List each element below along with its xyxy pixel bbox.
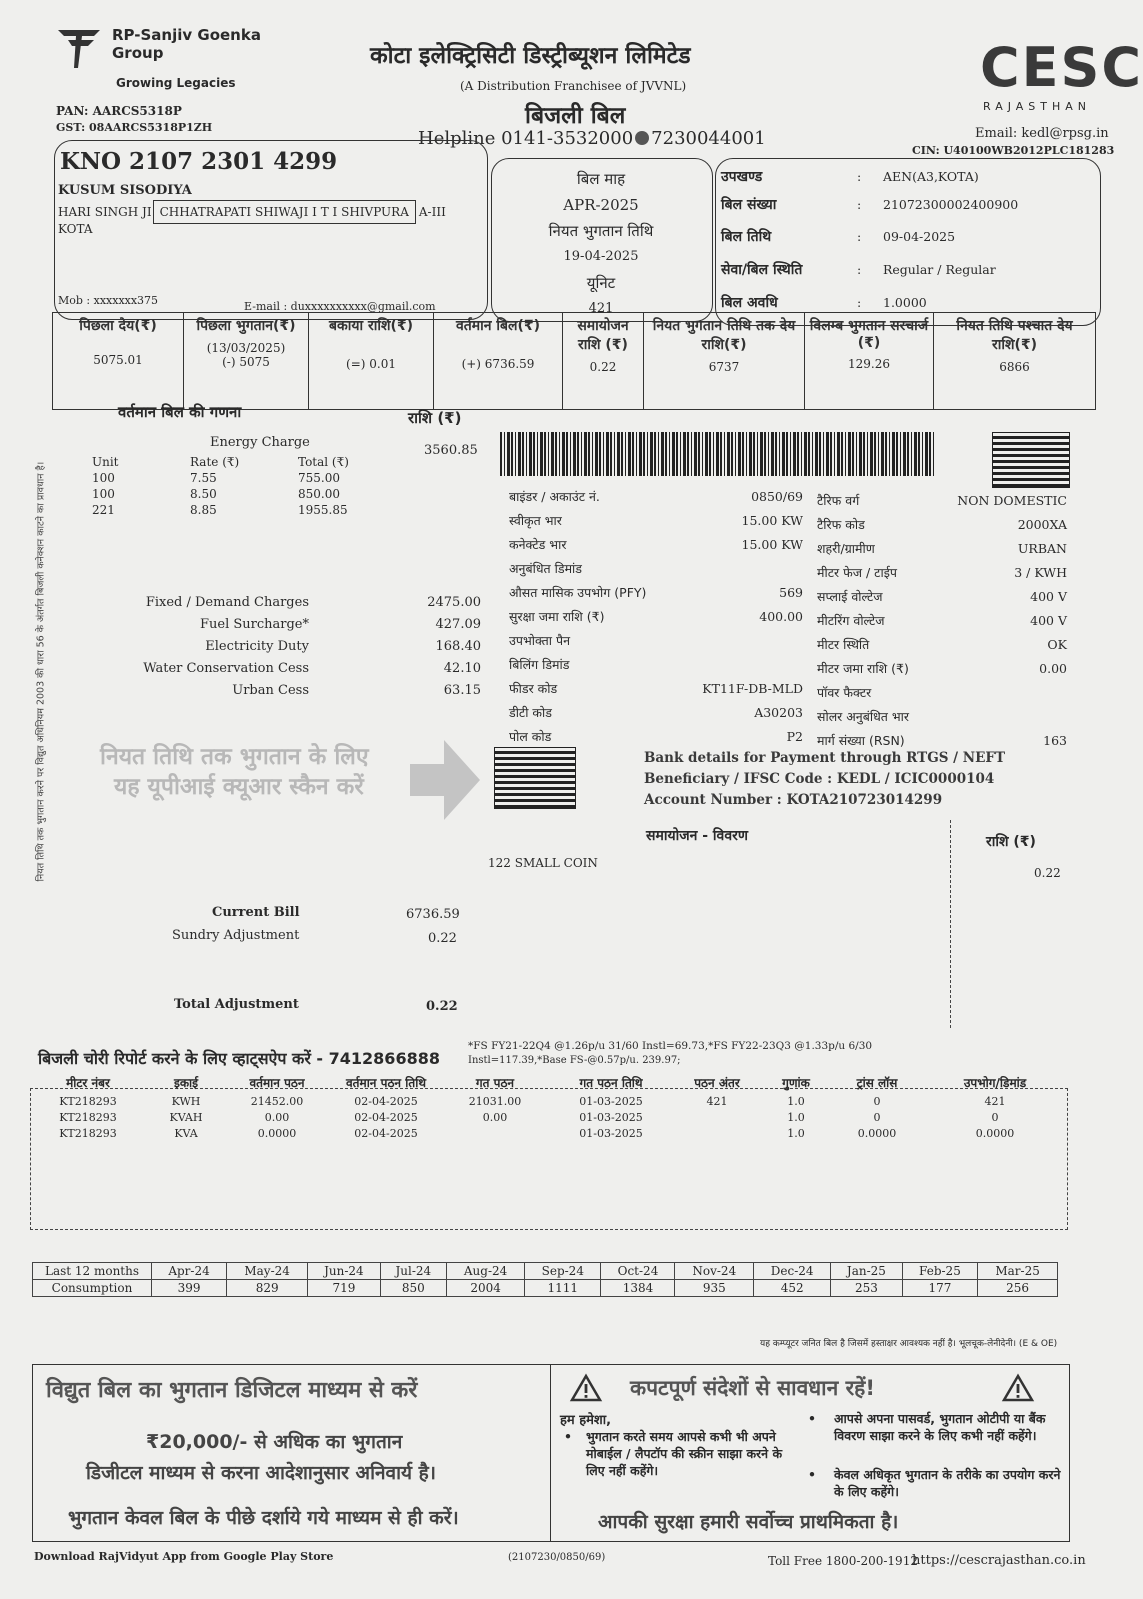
upi-text: नियत तिथि तक भुगतान के लिए यह यूपीआई क्यूआर स्कैन करें — [100, 744, 369, 800]
company-email: Email: kedl@rpsg.in — [975, 126, 1109, 141]
customer-address: HARI SINGH JI CHHATRAPATI SHIWAJI I T I SHIVPURA A-III — [58, 205, 446, 219]
adjustment-divider — [950, 820, 951, 1028]
kno: KNO 2107 2301 4299 — [60, 148, 338, 175]
history-months-row: Last 12 months Apr-24 May-24 Jun-24 Jul-24 Aug-24 Sep-24 Oct-24 Nov-24 Dec-24 Jan-25 Feb-25 Mar-25 — [33, 1263, 1058, 1280]
bill-info-row: सेवा/बिल स्थिति : Regular / Regular — [721, 261, 996, 278]
adjustment-row-label: 122 SMALL COIN — [488, 856, 598, 870]
connection-row: सोलर अनुबंधित भार — [817, 708, 910, 724]
summary-cell: नियत तिथि पश्चात देय राशि(₹) 6866 — [934, 313, 1096, 410]
customer-email: E-mail : duxxxxxxxxxx@gmail.com — [244, 300, 436, 313]
connection-right-table — [814, 488, 1070, 752]
charge-row: Fuel Surcharge* 427.09 — [199, 616, 481, 632]
connection-row: मीटर जमा राशि (₹) 0.00 — [817, 660, 1067, 676]
bill-info-row: उपखण्ड : AEN(A3,KOTA) — [721, 168, 979, 185]
slab-table: Unit Rate (₹) Total (₹) 100 7.55 755.00 100 8.50 850.00 221 8.85 1955.85 — [88, 454, 353, 518]
pan: PAN: AARCS5318P — [56, 104, 182, 118]
total-adjustment-label: Total Adjustment — [174, 997, 299, 1012]
digital-title: विद्युत बिल का भुगतान डिजिटल माध्यम से करें — [46, 1378, 418, 1403]
connection-row: डीटी कोड A30203 — [509, 704, 803, 720]
adjustment-amount-header: राशि (₹) — [986, 834, 1036, 850]
connection-row: टैरिफ कोड 2000XA — [817, 516, 1067, 532]
charge-row: Urban Cess 63.15 — [232, 682, 481, 698]
warning-icon — [1002, 1374, 1034, 1406]
calc-title: वर्तमान बिल की गणना — [118, 403, 242, 421]
connection-row: टैरिफ वर्ग NON DOMESTIC — [817, 492, 1067, 508]
connection-row: मीटरिंग वोल्टेज 400 V — [817, 612, 1067, 628]
toll-free: Toll Free 1800-200-1912 — [768, 1554, 918, 1568]
company-name: कोटा इलेक्ट्रिसिटी डिस्ट्रीब्यूशन लिमिटेड — [370, 43, 691, 69]
brand-sub: RAJASTHAN — [983, 100, 1092, 113]
bill-qr-code[interactable] — [992, 432, 1070, 488]
meter-row: KT218293 KVA 0.0000 02-04-2025 01-03-2025 1.0 0.0000 0.0000 — [59, 1126, 1015, 1140]
connection-row: मीटर फेज / टाईप 3 / KWH — [817, 564, 1067, 580]
slab-row: 221 8.85 1955.85 — [92, 503, 348, 517]
connection-row: सप्लाई वोल्टेज 400 V — [817, 588, 1067, 604]
connection-left-table — [506, 484, 806, 748]
summary-cell: वर्तमान बिल(₹) (+) 6736.59 — [434, 313, 563, 410]
customer-name: KUSUM SISODIYA — [58, 183, 192, 198]
cin: CIN: U40100WB2012PLC181283 — [912, 144, 1115, 157]
connection-row: अनुबंधित डिमांड — [509, 560, 582, 576]
gst: GST: 08AARCS5318P1ZH — [56, 121, 213, 134]
connection-row: पोल कोड P2 — [509, 728, 803, 744]
fraud-footer: आपकी सुरक्षा हमारी सर्वोच्च प्राथमिकता है। — [598, 1511, 899, 1533]
charge-row: Fixed / Demand Charges 2475.00 — [145, 594, 481, 610]
amount-summary-table — [52, 312, 1096, 410]
sundry-label: Sundry Adjustment — [172, 928, 300, 943]
slab-row: 100 7.55 755.00 — [92, 471, 340, 485]
barcode — [500, 432, 936, 476]
consumption-history-table — [32, 1262, 1058, 1297]
company-sub: (A Distribution Franchisee of JVVNL) — [460, 79, 687, 93]
fs-note-2: Instl=117.39,*Base FS-@0.57p/u. 239.97; — [468, 1055, 681, 1066]
connection-row: बिलिंग डिमांड — [509, 656, 570, 672]
connection-row: बाइंडर / अकाउंट नं. 0850/69 — [509, 488, 803, 504]
fs-note-1: *FS FY21-22Q4 @1.26p/u 31/60 Instl=69.73,*FS FY22-23Q3 @1.33p/u 6/30 — [468, 1040, 873, 1052]
meter-row: KT218293 KWH 21452.00 02-04-2025 21031.00 01-03-2025 421 1.0 0 421 — [59, 1094, 1006, 1108]
connection-row: मीटर स्थिति OK — [817, 636, 1067, 652]
meter-row: KT218293 KVAH 0.00 02-04-2025 0.00 01-03-2025 1.0 0 0 — [59, 1110, 999, 1124]
theft-report: बिजली चोरी रिपोर्ट करने के लिए व्हाट्सऐप करें - 7412866888 — [38, 1049, 440, 1068]
bill-info-row: बिल अवधि : 1.0000 — [721, 294, 927, 311]
group-logo-icon — [54, 22, 104, 70]
warning-icon — [570, 1374, 602, 1406]
fraud-point-2: • आपसे अपना पासवर्ड, भुगतान ओटीपी या बैंक विवरण साझा करने के लिए कभी नहीं कहेंगे। — [808, 1411, 1046, 1443]
bill-info-row: बिल संख्या : 21072300002400900 — [721, 196, 1019, 213]
charge-row: Water Conservation Cess 42.10 — [143, 660, 481, 676]
current-bill-label: Current Bill — [212, 905, 300, 920]
digital-line2: डिजीटल माध्यम से करना आदेशानुसार अनिवार्य है। — [86, 1462, 436, 1484]
total-adjustment-value: 0.22 — [426, 999, 458, 1014]
history-values-row: Consumption 399 829 719 850 2004 1111 1384 935 452 253 177 256 — [33, 1280, 1058, 1297]
summary-cell: पिछला भुगतान(₹) (13/03/2025) (-) 5075 — [184, 313, 309, 410]
summary-cell: विलम्ब भुगतान सरचार्ज (₹) 129.26 — [805, 313, 934, 410]
customer-city: KOTA — [58, 222, 93, 236]
summary-cell: पिछला देय(₹) 5075.01 — [53, 313, 184, 410]
bill-info-row: बिल तिथि : 09-04-2025 — [721, 228, 956, 245]
fraud-point-1: • भुगतान करते समय आपसे कभी भी अपने मोबाईल / लैपटॉप की स्क्रीन साझा करने के लिए नहीं कहेंगे। — [564, 1429, 783, 1478]
computer-generated-note: यह कम्प्यूटर जनित बिल है जिसमें हस्ताक्षर आवश्यक नहीं है। भूलचूक-लेनीदेनी। (E & OE) — [760, 1339, 1058, 1349]
connection-row: स्वीकृत भार 15.00 KW — [509, 512, 803, 528]
digital-line1: ₹20,000/- से अधिक का भुगतान — [146, 1431, 403, 1453]
current-bill-value: 6736.59 — [406, 907, 460, 922]
bill-period: बिल माह APR-2025 नियत भुगतान तिथि 19-04-2025 यूनिट 421 — [548, 170, 654, 316]
connection-row: औसत मासिक उपभोग (PFY) 569 — [509, 584, 803, 600]
charge-row: Electricity Duty 168.40 — [205, 638, 481, 654]
digital-line3: भुगतान केवल बिल के पीछे दर्शाये गये माध्यम से ही करें। — [68, 1507, 459, 1529]
connection-row: कनेक्टेड भार 15.00 KW — [509, 536, 803, 552]
fraud-title: कपटपूर्ण संदेशों से सावधान रहें! — [630, 1376, 875, 1400]
sundry-value: 0.22 — [428, 931, 457, 946]
charges-table — [128, 591, 482, 701]
side-legal-note: नियत तिथि तक भुगतान करने पर विद्युत अधिनियम 2003 की धारा 56 के अंतर्गत बिजली कनेक्शन काटने का प्रावधान है। — [35, 461, 47, 882]
connection-row: पॉवर फैक्टर — [817, 684, 872, 700]
summary-cell: बकाया राशि(₹) (=) 0.01 — [309, 313, 434, 410]
notice-divider — [550, 1364, 551, 1542]
adjustment-title: समायोजन - विवरण — [646, 828, 748, 844]
fraud-intro: हम हमेशा, — [560, 1413, 612, 1428]
arrow-icon — [410, 740, 480, 824]
connection-row: उपभोक्ता पैन — [509, 632, 571, 648]
calc-amount-header: राशि (₹) — [408, 409, 462, 427]
customer-mobile: Mob : xxxxxxx375 — [58, 294, 159, 307]
connection-row: फीडर कोड KT11F-DB-MLD — [509, 680, 803, 696]
bill-title: बिजली बिल — [525, 103, 626, 129]
adjustment-row-value: 0.22 — [1034, 866, 1061, 880]
website-link[interactable]: https://cescrajasthan.co.in — [912, 1553, 1086, 1568]
summary-cell: नियत भुगतान तिथि तक देय राशि(₹) 6737 — [644, 313, 805, 410]
group-tagline: Growing Legacies — [116, 76, 236, 90]
fraud-point-3: • केवल अधिकृत भुगतान के तरीके का उपयोग करने के लिए कहेंगे। — [808, 1467, 1061, 1499]
connection-row: सुरक्षा जमा राशि (₹) 400.00 — [509, 608, 803, 624]
group-name: RP-Sanjiv Goenka Group — [112, 26, 261, 62]
energy-label: Energy Charge — [210, 435, 310, 450]
brand-logo: CESC — [980, 36, 1143, 99]
slab-row: 100 8.50 850.00 — [92, 487, 340, 501]
bank-details: Bank details for Payment through RTGS / NEFT Beneficiary / IFSC Code : KEDL / ICIC0000104 Account Number : KOTA210723014299 — [644, 750, 1006, 808]
app-download[interactable]: Download RajVidyut App from Google Play Store — [34, 1550, 334, 1563]
energy-value: 3560.85 — [424, 443, 478, 458]
connection-row: मार्ग संख्या (RSN) 163 — [817, 732, 1067, 748]
helpline: Helpline 0141-3532000 7230044001 — [418, 128, 766, 149]
summary-cell: समायोजन राशि (₹) 0.22 — [563, 313, 644, 410]
address-highlight: CHHATRAPATI SHIWAJI I T I SHIVPURA — [153, 200, 416, 224]
upi-qr-code[interactable] — [494, 747, 576, 809]
meter-header-row: मीटर नंबर इकाई वर्तमान पठन वर्तमान पठन तिथि गत पठन गत पठन तिथि पठन अंतर गुणांक ट्रांस लॉस उपभोग/डिमांड — [66, 1076, 1027, 1090]
meter-table — [30, 1072, 1070, 1141]
connection-row: शहरी/ग्रामीण URBAN — [817, 540, 1067, 556]
whatsapp-icon — [635, 131, 649, 145]
footer-code: (2107230/0850/69) — [508, 1552, 606, 1563]
bill-info-table — [718, 164, 1098, 318]
